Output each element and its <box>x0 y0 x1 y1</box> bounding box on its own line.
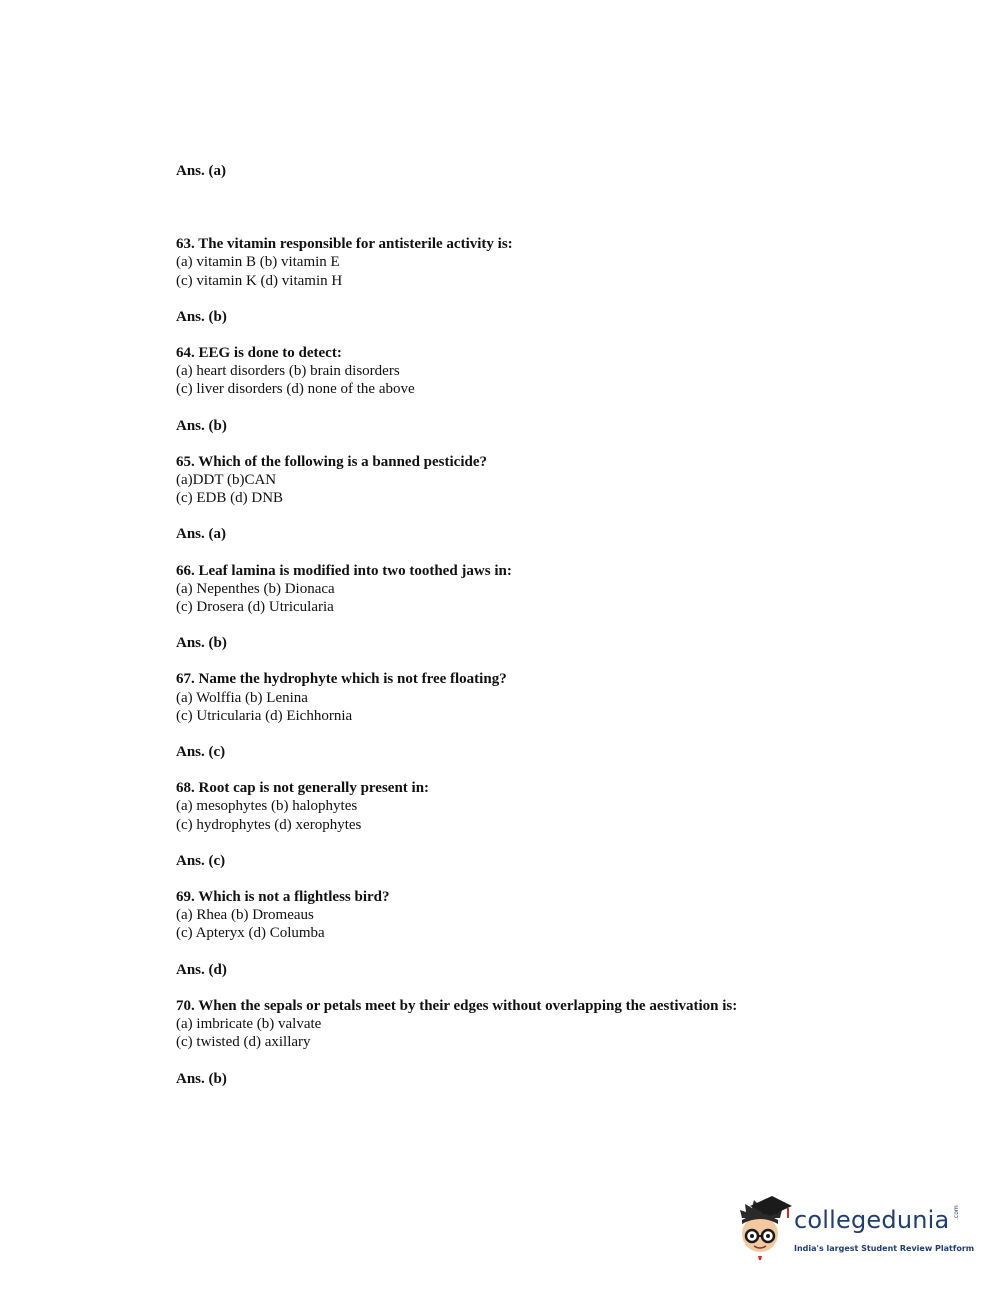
question-70 <box>176 997 876 1088</box>
question-text: 67. Name the hydrophyte which is not free floating? <box>176 671 507 688</box>
question-text: 68. Root cap is not generally present in: <box>176 780 430 797</box>
options-line-1: (a) vitamin B (b) vitamin E <box>176 254 340 271</box>
options-line-1: (a) imbricate (b) valvate <box>176 1016 322 1033</box>
mascot-icon <box>736 1196 792 1262</box>
options-line-2: (c) Drosera (d) Utricularia <box>176 599 334 616</box>
question-65 <box>176 453 876 544</box>
options-line-2: (c) liver disorders (d) none of the above <box>176 381 415 398</box>
options-line-2: (c) EDB (d) DNB <box>176 490 284 507</box>
question-text: 64. EEG is done to detect: <box>176 345 342 362</box>
logo-suffix: .com <box>953 1205 960 1220</box>
question-69 <box>176 888 876 979</box>
question-text: 65. Which of the following is a banned pesticide? <box>176 453 488 470</box>
answer: Ans. (b) <box>176 308 227 325</box>
options-line-1: (a) Wolffia (b) Lenina <box>176 689 308 706</box>
question-text: 70. When the sepals or petals meet by their edges without overlapping the aestivation is: <box>176 997 738 1014</box>
answer: Ans. (c) <box>176 852 226 869</box>
options-line-2: (c) twisted (d) axillary <box>176 1034 311 1051</box>
logo-wordmark: collegedunia <box>794 1206 950 1234</box>
logo-tagline: India's largest Student Review Platform <box>794 1244 975 1253</box>
question-text: 66. Leaf lamina is modified into two toothed jaws in: <box>176 562 512 579</box>
answer: Ans. (a) <box>176 526 227 543</box>
question-64 <box>176 344 876 435</box>
answer: Ans. (c) <box>176 744 226 761</box>
options-line-1: (a) Rhea (b) Dromeaus <box>176 907 314 924</box>
previous-answer: Ans. (a) <box>176 163 227 179</box>
question-68 <box>176 779 876 870</box>
document-body <box>176 160 876 1106</box>
answer: Ans. (b) <box>176 635 227 652</box>
options-line-1: (a) heart disorders (b) brain disorders <box>176 363 400 380</box>
options-line-2: (c) Utricularia (d) Eichhornia <box>176 707 353 724</box>
options-line-1: (a) Nepenthes (b) Dionaca <box>176 580 335 597</box>
answer: Ans. (b) <box>176 417 227 434</box>
options-line-2: (c) vitamin K (d) vitamin H <box>176 272 343 289</box>
collegedunia-logo <box>736 1196 975 1266</box>
options-line-1: (a) mesophytes (b) halophytes <box>176 798 358 815</box>
question-66 <box>176 562 876 653</box>
question-text: 63. The vitamin responsible for antisterile activity is: <box>176 236 513 253</box>
options-line-2: (c) Apteryx (d) Columba <box>176 925 325 942</box>
answer: Ans. (d) <box>176 961 227 978</box>
options-line-2: (c) hydrophytes (d) xerophytes <box>176 816 362 833</box>
question-63 <box>176 235 876 326</box>
options-line-1: (a)DDT (b)CAN <box>176 472 277 489</box>
question-text: 69. Which is not a flightless bird? <box>176 889 390 906</box>
answer: Ans. (b) <box>176 1070 227 1087</box>
question-67 <box>176 670 876 761</box>
